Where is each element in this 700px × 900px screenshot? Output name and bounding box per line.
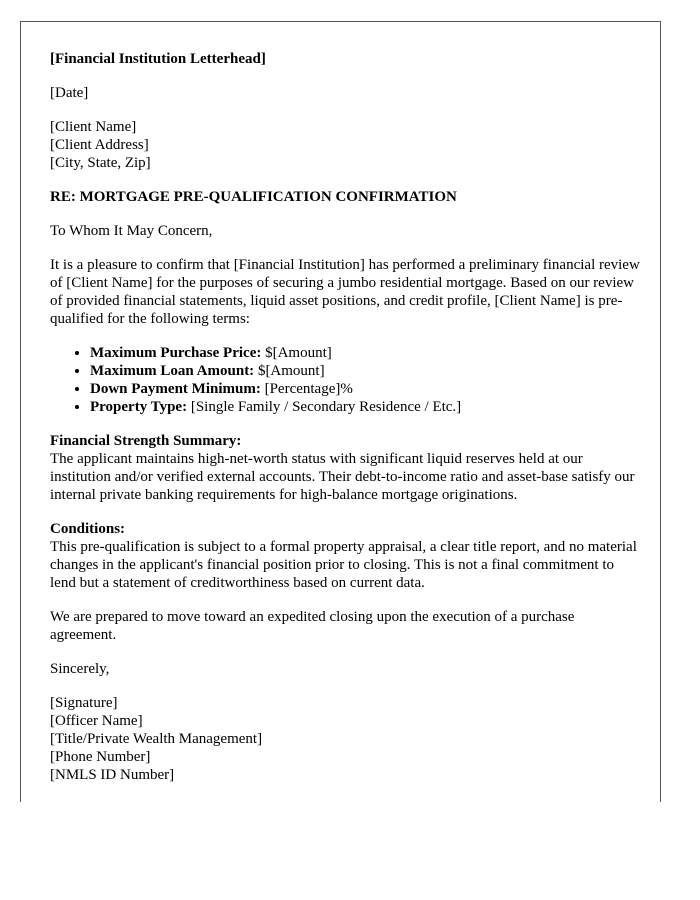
nmls-id: [NMLS ID Number]: [50, 767, 175, 783]
salutation: To Whom It May Concern,: [50, 223, 213, 239]
term-value: [Single Family / Secondary Residence / Etc.]: [187, 399, 462, 415]
conditions-section: [50, 520, 640, 592]
intro-paragraph: It is a pleasure to confirm that [Financial Institution] has performed a preliminary financial review of [Client Name] for the purposes of securing a jumbo residential mortgage. Based on our review of provided financial statements, liquid asset positions, and credit profile, [Client Name] is pre-qualified for the following terms:: [50, 257, 640, 327]
subject-line: RE: MORTGAGE PRE-QUALIFICATION CONFIRMATION: [50, 189, 457, 205]
signature-block: [50, 694, 640, 784]
sign-off: Sincerely,: [50, 661, 110, 677]
recipient-city-state-zip: [City, State, Zip]: [50, 155, 151, 171]
financial-strength-heading: Financial Strength Summary:: [50, 433, 242, 449]
term-value: [Percentage]%: [260, 381, 353, 397]
financial-strength-section: [50, 432, 640, 504]
term-label: Maximum Purchase Price:: [90, 345, 262, 361]
term-value: $[Amount]: [254, 363, 325, 379]
recipient-name: [Client Name]: [50, 119, 137, 135]
term-item: [90, 362, 640, 380]
recipient-address-block: [50, 118, 640, 172]
term-item: [90, 344, 640, 362]
financial-strength-body: The applicant maintains high-net-worth status with significant liquid reserves held at our institution and/or verified external accounts. Their debt-to-income ratio and asset-base satisfy our internal private banking requirements for high-balance mortgage originations.: [50, 451, 635, 503]
closing-note: We are prepared to move toward an expedited closing upon the execution of a purchase agreement.: [50, 609, 575, 643]
term-item: [90, 380, 640, 398]
term-label: Down Payment Minimum:: [90, 381, 261, 397]
phone-number: [Phone Number]: [50, 749, 151, 765]
letter-content: [50, 50, 640, 800]
term-item: [90, 398, 640, 416]
letter-date: [Date]: [50, 85, 89, 101]
term-label: Property Type:: [90, 399, 188, 415]
letter-page: [20, 21, 661, 802]
conditions-heading: Conditions:: [50, 521, 126, 537]
term-label: Maximum Loan Amount:: [90, 363, 255, 379]
term-value: $[Amount]: [261, 345, 332, 361]
recipient-address: [Client Address]: [50, 137, 149, 153]
conditions-body: This pre-qualification is subject to a formal property appraisal, a clear title report, and no material changes in the applicant's financial position prior to closing. This is not a final commitment to lend but a statement of creditworthiness based on current data.: [50, 539, 637, 591]
letterhead: [Financial Institution Letterhead]: [50, 51, 266, 67]
signature: [Signature]: [50, 695, 118, 711]
terms-list: [50, 344, 640, 416]
officer-name: [Officer Name]: [50, 713, 143, 729]
officer-title: [Title/Private Wealth Management]: [50, 731, 263, 747]
